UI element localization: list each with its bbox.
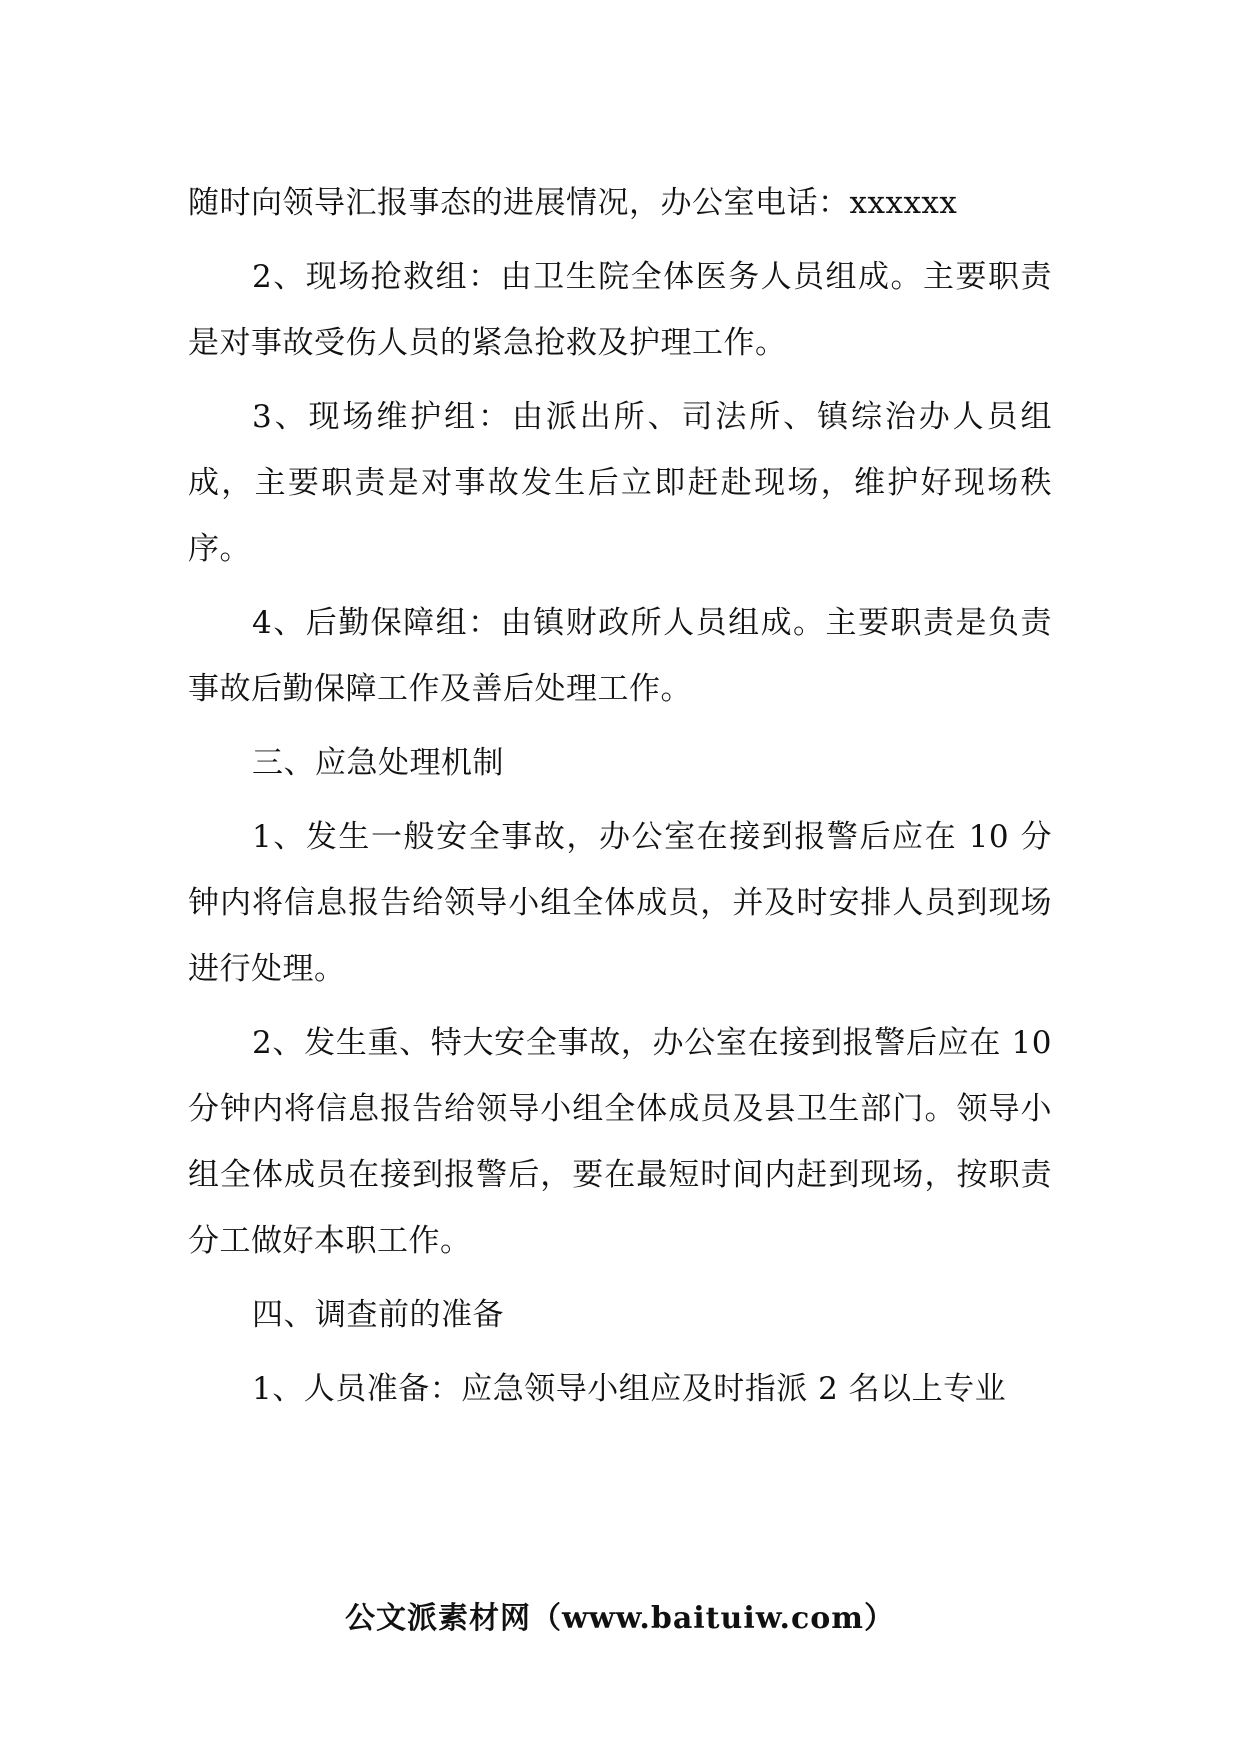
paragraph-site-maintenance-team: 3、现场维护组：由派出所、司法所、镇综治办人员组成，主要职责是对事故发生后立即赶赴现场，维护好现场秩序。 <box>188 399 1052 567</box>
paragraph-logistics-team: 4、后勤保障组：由镇财政所人员组成。主要职责是负责事故后勤保障工作及善后处理工作。 <box>188 605 1052 707</box>
paragraph-rescue-team: 2、现场抢救组：由卫生院全体医务人员组成。主要职责是对事故受伤人员的紧急抢救及护理工作。 <box>188 259 1052 361</box>
page-footer-source: 公文派素材网（www.baituiw.com） <box>344 1601 896 1636</box>
paragraph-continuation: 随时向领导汇报事态的进展情况，办公室电话：xxxxxx <box>188 185 958 221</box>
section-heading-investigation-prep: 四、调查前的准备 <box>252 1297 504 1333</box>
document-body <box>188 170 1052 1430</box>
paragraph-personnel-prep: 1、人员准备：应急领导小组应及时指派 2 名以上专业 <box>252 1371 1007 1407</box>
paragraph-major-accident: 2、发生重、特大安全事故，办公室在接到报警后应在 10 分钟内将信息报告给领导小组全体成员及县卫生部门。领导小组全体成员在接到报警后，要在最短时间内赶到现场，按职责分工做好本职工作。 <box>188 1025 1052 1259</box>
section-heading-emergency-mechanism: 三、应急处理机制 <box>252 745 504 781</box>
paragraph-general-accident: 1、发生一般安全事故，办公室在接到报警后应在 10 分钟内将信息报告给领导小组全体成员，并及时安排人员到现场进行处理。 <box>188 819 1052 987</box>
